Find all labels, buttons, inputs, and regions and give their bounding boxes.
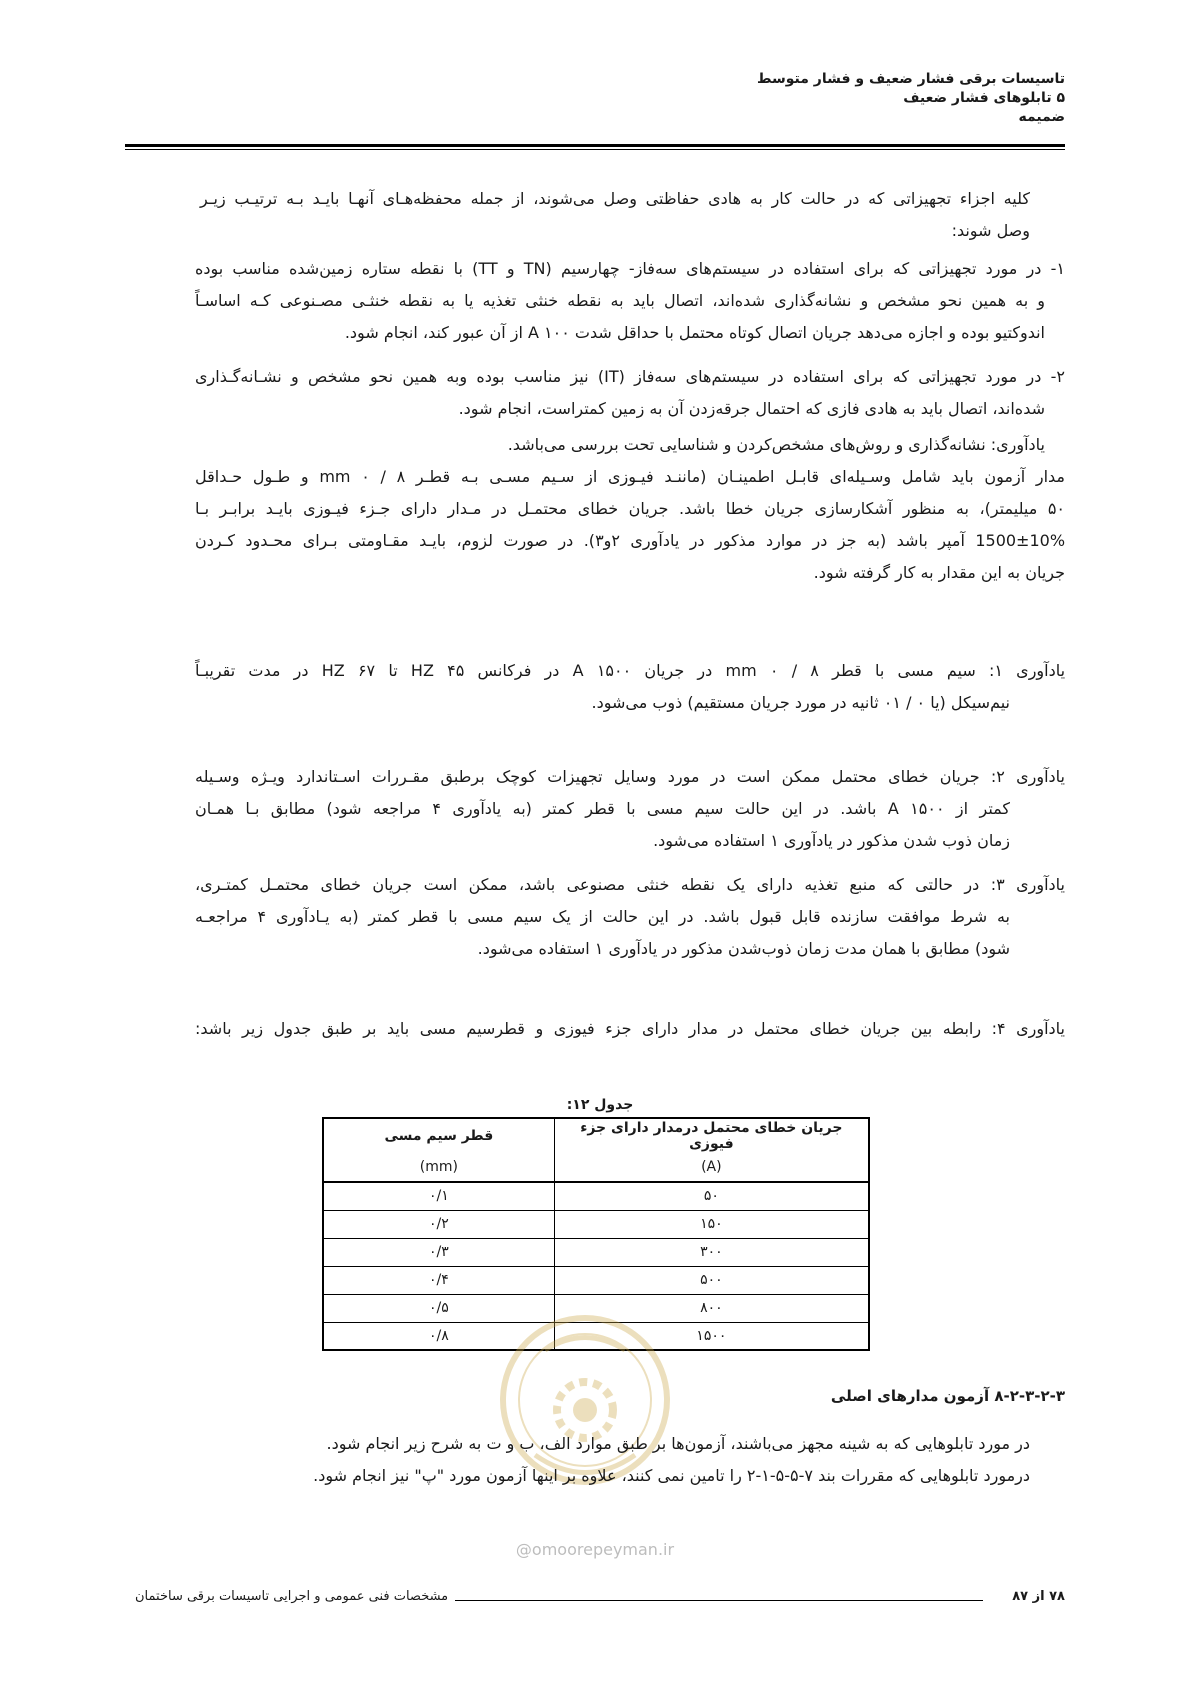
section-heading: ۸-۲-۳-۲-۳ آزمون مدارهای اصلی — [830, 1387, 1065, 1405]
intro-paragraph — [200, 183, 1030, 247]
text-line: یادآوری ۲: جریان خطای محتمل ممکن است در مورد وسایل تجهیزات کوچک برطبق مقـررات اسـتاندارد ویـژه وسـیله — [195, 767, 1065, 786]
text-line: وصل شوند: — [951, 221, 1030, 240]
section-paragraph-2 — [195, 1460, 1030, 1492]
text-line: ۲- در مورد تجهیزاتی که برای استفاده در سیستم‌های سه‌فاز (IT) نیز مناسب بوده وبه همین نحو مشخص و نشـانه‌گـذاری — [195, 367, 1065, 386]
list-item-2 — [195, 361, 1065, 425]
cell-diameter: ۰/۵ — [323, 1294, 554, 1322]
header-divider-thin — [125, 149, 1065, 150]
header-line-3: ضمیمه — [1018, 109, 1065, 125]
text-line: جریان به این مقدار به کار گرفته شود. — [813, 563, 1065, 582]
note-2 — [195, 761, 1065, 857]
text-line: یادآوری ۳: در حالتی که منبع تغذیه دارای یک نقطه خنثی مصنوعی باشد، ممکن است جریان خطای محتمـل کمتـری، — [195, 875, 1065, 894]
note-3 — [195, 869, 1065, 965]
cell-diameter: ۰/۱ — [323, 1182, 554, 1210]
text-line: شود) مطابق با همان مدت زمان ذوب‌شدن مذکور در یادآوری ۱ استفاده می‌شود. — [477, 939, 1010, 958]
table-row — [323, 1266, 869, 1294]
text-line: یادآوری ۱: سیم مسی با قطر mm ۰ / ۸ در جریان A ۱۵۰۰ در فرکانس HZ ۴۵ تا HZ ۶۷ در مدت تقریبـاً — [195, 661, 1066, 680]
section-paragraph-1 — [195, 1428, 1030, 1460]
text-line: یادآوری: نشانه‌گذاری و روش‌های مشخص‌کردن و شناسایی تحت بررسی می‌باشد. — [507, 435, 1045, 454]
table-row — [323, 1210, 869, 1238]
cell-diameter: ۰/۲ — [323, 1210, 554, 1238]
cell-current: ۵۰ — [554, 1182, 869, 1210]
note-4 — [195, 1013, 1065, 1045]
table-row — [323, 1182, 869, 1210]
text-line: زمان ذوب شدن مذکور در یادآوری ۱ استفاده می‌شود. — [653, 831, 1010, 850]
cell-current: ۸۰۰ — [554, 1294, 869, 1322]
column-header-current: جریان خطای محتمل درمدار دارای جزء فیوزی — [554, 1118, 869, 1152]
note-marking — [195, 429, 1065, 461]
header-line-1: تاسیسات برقی فشار ضعیف و فشار متوسط — [756, 71, 1065, 87]
cell-current: ۱۵۰ — [554, 1210, 869, 1238]
text-line: نیم‌سیکل (یا ۰ / ۰۱ ثانیه در مورد جریان مستقیم) ذوب می‌شود. — [591, 693, 1010, 712]
text-line: در مورد تابلوهایی که به شینه مجهز می‌باشند، آزمون‌ها بر طبق موارد الف، ب و ت به شرح زیر انجام شود. — [326, 1434, 1030, 1453]
text-line: ۵۰ میلیمتر)، به منظور آشکارسازی جریان خطا باشد. جریان خطای محتمـل در مـدار دارای جـزء فیـوزی بایـد برابـر بـا — [195, 499, 1065, 518]
page-footer — [125, 1589, 1065, 1611]
text-line: اندوکتیو بوده و اجازه می‌دهد جریان اتصال کوتاه محتمل با حداقل شدت A ۱۰۰ از آن عبور کند، انجام شود. — [344, 323, 1045, 342]
watermark-url: @omoorepeyman.ir — [515, 1540, 675, 1559]
cell-diameter: ۰/۴ — [323, 1266, 554, 1294]
cell-diameter: ۰/۳ — [323, 1238, 554, 1266]
footer-divider — [455, 1600, 983, 1601]
column-header-diameter: قطر سیم مسی — [323, 1118, 554, 1152]
text-line: درمورد تابلوهایی که مقررات بند ۷-۵-۵-۱-۲ را تامین نمی کنند، علاوه بر اینها آزمون مورد "پ" نیز انجام شود. — [313, 1466, 1030, 1485]
text-line: مدار آزمون باید شامل وسـیله‌ای قابـل اطمینـان (ماننـد فیـوزی از سـیم مسـی بـه قطـر mm ۰ / ۸ و طـول حـداقل — [195, 467, 1065, 486]
page-header — [125, 70, 1065, 127]
footer-title: مشخصات فنی عمومی و اجرایی تاسیسات برقی ساختمان — [135, 1589, 449, 1604]
text-line: و به همین نحو مشخص و نشانه‌گذاری شده‌اند، اتصال باید به نقطه خنثی تغذیه یا به نقطه خنثـی مصـنوعی کـه اساسـاً — [195, 291, 1045, 310]
text-line: ۱- در مورد تجهیزاتی که برای استفاده در سیستم‌های سه‌فاز- چهارسیم (TN و TT) با نقطه ستاره زمین‌شده مناسب بوده — [195, 259, 1065, 278]
text-line: شده‌اند، اتصال باید به هادی فازی که احتمال جرقه‌زدن آن به زمین کمتراست، انجام شود. — [458, 399, 1045, 418]
note-1 — [195, 655, 1065, 719]
text-line: کلیه اجزاء تجهیزاتی که در حالت کار به هادی حفاظتی وصل می‌شوند، از جمله محفظه‌هـای آنهـا بایـد بـه ترتیـب زیـر — [200, 189, 1030, 208]
table-row — [323, 1238, 869, 1266]
list-item-1 — [195, 253, 1065, 349]
column-unit-current: (A) — [554, 1152, 869, 1182]
header-divider-thick — [125, 144, 1065, 147]
text-line: به شرط موافقت سازنده قابل قبول باشد. در این حالت از یک سیم مسی با قطر کمتر (به یـادآوری ۴ مراجعـه — [195, 907, 1010, 926]
text-line: 1500±10% آمپر باشد (به جز در موارد مذکور در یادآوری ۲و۳). در صورت لزوم، بایـد مقـاومتی بـرای محـدود کـردن — [195, 531, 1066, 550]
test-circuit-paragraph — [195, 461, 1065, 589]
cell-current: ۵۰۰ — [554, 1266, 869, 1294]
cell-diameter: ۰/۸ — [323, 1322, 554, 1350]
text-line: کمتر از A ۱۵۰۰ باشد. در این حالت سیم مسی با قطر کمتر (به یادآوری ۴ مراجعه شود) مطابق بـا همـان — [195, 799, 1011, 818]
cell-current: ۱۵۰۰ — [554, 1322, 869, 1350]
table-caption: جدول ۱۲: — [566, 1097, 634, 1113]
column-unit-diameter: (mm) — [323, 1152, 554, 1182]
header-line-2: ۵ تابلوهای فشار ضعیف — [903, 90, 1065, 106]
cell-current: ۳۰۰ — [554, 1238, 869, 1266]
page-number: ۷۸ از ۸۷ — [1012, 1589, 1065, 1604]
text-line: یادآوری ۴: رابطه بین جریان خطای محتمل در مدار دارای جزء فیوزی و قطرسیم مسی باید بر طبق جدول زیر باشد: — [195, 1019, 1065, 1038]
